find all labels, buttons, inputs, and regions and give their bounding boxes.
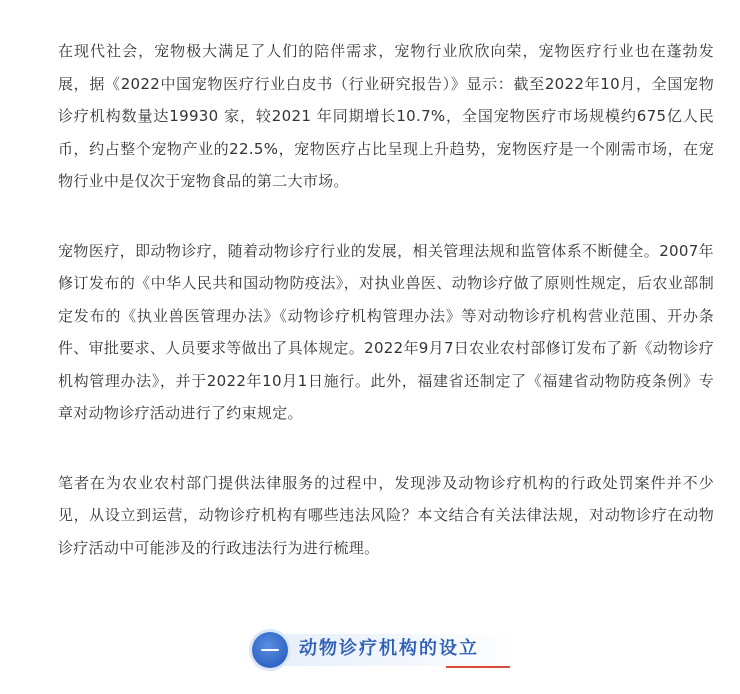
article-paragraph-regulations: 宠物医疗，即动物诊疗，随着动物诊疗行业的发展，相关管理法规和监管体系不断健全。2007年修订发布的《中华人民共和国动物防疫法》，对执业兽医、动物诊疗做了原则性规定，后农业部制定发布的《执业兽医管理办法》《动物诊疗机构管理办法》等对动物诊疗机构营业范围、开办条件、审批要求、人员要求等做出了具体规定。2022年9月7日农业农村部修订发布了新《动物诊疗机构管理办法》，并于2022年10月1日施行。此外，福建省还制定了《福建省动物防疫条例》专章对动物诊疗活动进行了约束规定。 xyxy=(58,241,714,422)
section-heading xyxy=(252,628,522,672)
heading-underline-accent xyxy=(446,666,510,668)
article-paragraph-purpose: 笔者在为农业农村部门提供法律服务的过程中，发现涉及动物诊疗机构的行政处罚案件并不少见，从设立到运营，动物诊疗机构有哪些违法风险？本文结合有关法律法规，对动物诊疗在动物诊疗活动中可能涉及的行政违法行为进行梳理。 xyxy=(58,473,714,557)
minus-dash xyxy=(261,649,279,651)
article-paragraph-intro: 在现代社会，宠物极大满足了人们的陪伴需求，宠物行业欣欣向荣，宠物医疗行业也在蓬勃发展，据《2022中国宠物医疗行业白皮书（行业研究报告）》显示：截至2022年10月，全国宠物诊疗机构数量达19930 家，较2021 年同期增长10.7%，全国宠物医疗市场规模约675亿人民币，约占整个宠物产业的22.5%，宠物医疗占比呈现上升趋势，宠物医疗是一个刚需市场，在宠物行业中是仅次于宠物食品的第二大市场。 xyxy=(58,42,714,190)
article-body xyxy=(58,35,714,601)
minus-circle-icon xyxy=(252,632,288,668)
section-title: 动物诊疗机构的设立 xyxy=(299,638,479,659)
